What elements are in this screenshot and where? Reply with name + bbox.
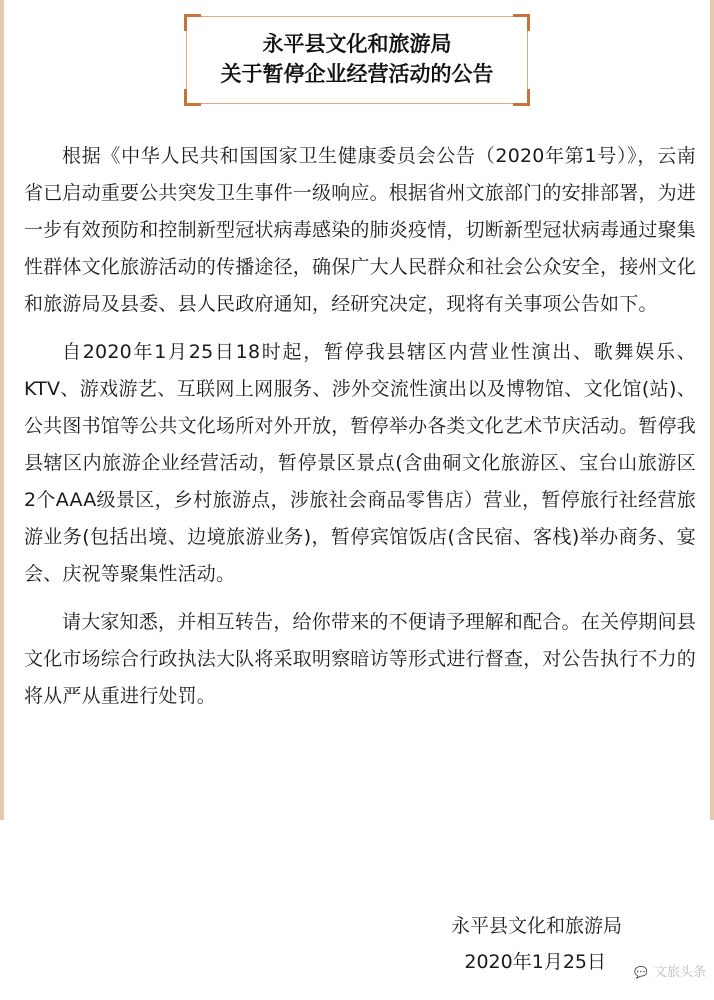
paragraph: 自2020年1月25日18时起，暂停我县辖区内营业性演出、歌舞娱乐、KTV、游戏游艺、互联网上网服务、涉外交流性演出以及博物馆、文化馆(站)、公共图书馆等公共文化场所对外开放，暂停举办各类文化艺术节庆活动。暂停我县辖区内旅游企业经营活动，暂停景区景点(含曲硐文化旅游区、宝台山旅游区2个AAA级景区，乡村旅游点，涉旅社会商品零售店）营业，暂停旅行社经营旅游业务(包括出境、边境旅游业务)，暂停宾馆饭店(含民宿、客栈)举办商务、宴会、庆祝等聚集性活动。 bbox=[24, 341, 697, 585]
corner-decoration bbox=[184, 89, 201, 106]
left-border-line bbox=[0, 0, 4, 820]
signature-date: 2020年1月25日 bbox=[464, 951, 606, 973]
title-line-2: 关于暂停企业经营活动的公告 bbox=[220, 62, 494, 86]
announcement-body bbox=[24, 138, 696, 726]
signature-block bbox=[451, 908, 622, 980]
title-box bbox=[186, 16, 528, 104]
watermark bbox=[634, 961, 706, 980]
right-border-line bbox=[710, 0, 714, 820]
corner-decoration bbox=[184, 14, 201, 31]
watermark-text: 文旅头条 bbox=[653, 965, 706, 980]
paragraph: 根据《中华人民共和国国家卫生健康委员会公告（2020年第1号）》，云南省已启动重要公共突发卫生事件一级响应。根据省州文旅部门的安排部署，为进一步有效预防和控制新型冠状病毒感染的肺炎疫情，切断新型冠状病毒通过聚集性群体文化旅游活动的传播途径，确保广大人民群众和社会公众安全，接州文化和旅游局及县委、县人民政府通知，经研究决定，现将有关事项公告如下。 bbox=[24, 145, 697, 315]
corner-decoration bbox=[513, 14, 530, 31]
paragraph: 请大家知悉，并相互转告，给你带来的不便请予理解和配合。在关停期间县文化市场综合行政执法大队将采取明察暗访等形式进行督查，对公告执行不力的将从严从重进行处罚。 bbox=[24, 611, 697, 707]
title-line-1: 永平县文化和旅游局 bbox=[262, 32, 452, 56]
corner-decoration bbox=[513, 89, 530, 106]
signature-org: 永平县文化和旅游局 bbox=[450, 915, 622, 937]
chat-bubble-icon: 💬 bbox=[634, 966, 648, 979]
